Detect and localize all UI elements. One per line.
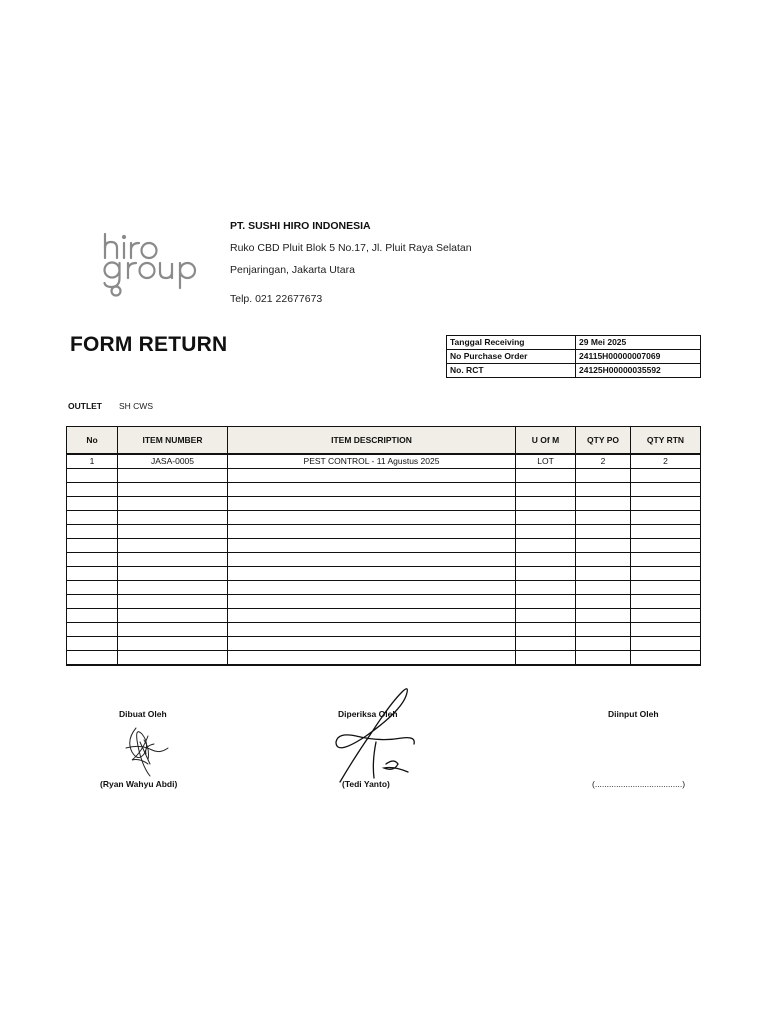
table-cell (67, 581, 118, 595)
table-cell (576, 567, 631, 581)
company-address-line1: Ruko CBD Pluit Blok 5 No.17, Jl. Pluit Raya Selatan (230, 242, 472, 254)
table-row (67, 469, 701, 483)
table-cell (118, 511, 228, 525)
table-cell (516, 511, 576, 525)
table-row (67, 525, 701, 539)
signature-role-input-by: Diinput Oleh (608, 709, 659, 719)
company-name: PT. SUSHI HIRO INDONESIA (230, 220, 371, 232)
table-cell (228, 553, 516, 567)
table-cell (576, 651, 631, 666)
items-table (66, 426, 701, 666)
table-cell (118, 497, 228, 511)
table-cell (576, 539, 631, 553)
table-cell (631, 539, 701, 553)
table-cell (631, 581, 701, 595)
table-row (67, 553, 701, 567)
table-cell (118, 595, 228, 609)
table-cell (118, 483, 228, 497)
table-cell (118, 539, 228, 553)
table-cell (516, 483, 576, 497)
signature-name-input-by: (.....................................) (592, 779, 686, 789)
company-phone: Telp. 021 22677673 (230, 293, 323, 305)
table-cell (631, 511, 701, 525)
table-cell (228, 651, 516, 666)
table-cell (516, 637, 576, 651)
table-row (67, 454, 701, 469)
table-cell (228, 581, 516, 595)
table-cell: 1 (67, 454, 118, 469)
table-cell (228, 595, 516, 609)
table-row (67, 637, 701, 651)
table-cell (576, 553, 631, 567)
table-cell (228, 539, 516, 553)
signature-role-made-by: Dibuat Oleh (119, 709, 167, 719)
table-cell (631, 497, 701, 511)
table-cell (67, 525, 118, 539)
table-row (67, 483, 701, 497)
table-cell (516, 553, 576, 567)
table-row (67, 511, 701, 525)
table-cell (516, 567, 576, 581)
table-cell (576, 623, 631, 637)
table-cell (631, 553, 701, 567)
info-value: 24125H00000035592 (576, 364, 701, 378)
table-row (67, 595, 701, 609)
table-cell (67, 497, 118, 511)
table-row (67, 651, 701, 666)
signature-role-checked-by: Diperiksa Oleh (338, 709, 398, 719)
table-cell (67, 623, 118, 637)
table-cell (516, 581, 576, 595)
table-cell (516, 497, 576, 511)
table-cell: PEST CONTROL - 11 Agustus 2025 (228, 454, 516, 469)
signature-name-made-by: (Ryan Wahyu Abdi) (100, 779, 178, 789)
table-cell (516, 609, 576, 623)
table-cell (631, 651, 701, 666)
table-cell (631, 637, 701, 651)
company-logo (102, 232, 212, 298)
signature-tedi-graphic (330, 686, 424, 786)
table-cell (576, 581, 631, 595)
table-cell (631, 595, 701, 609)
table-cell (228, 497, 516, 511)
info-row-po (447, 350, 701, 364)
items-header-row (67, 427, 701, 455)
info-row-rct (447, 364, 701, 378)
table-cell (67, 511, 118, 525)
table-cell (631, 525, 701, 539)
table-cell (631, 567, 701, 581)
table-cell (516, 623, 576, 637)
table-row (67, 609, 701, 623)
table-row (67, 581, 701, 595)
table-cell: LOT (516, 454, 576, 469)
form-title: FORM RETURN (70, 333, 228, 356)
receiving-info-table (446, 335, 701, 378)
table-row (67, 567, 701, 581)
col-header-item-number: ITEM NUMBER (118, 427, 228, 455)
info-label: Tanggal Receiving (447, 336, 576, 350)
table-row (67, 539, 701, 553)
table-cell (516, 525, 576, 539)
info-row-date (447, 336, 701, 350)
table-cell (118, 581, 228, 595)
table-cell (631, 609, 701, 623)
table-cell (118, 651, 228, 666)
table-cell (576, 525, 631, 539)
table-cell: 2 (631, 454, 701, 469)
items-table-body (67, 454, 701, 665)
outlet-label: OUTLET (68, 401, 102, 411)
table-cell (631, 469, 701, 483)
table-cell (67, 637, 118, 651)
table-cell (228, 567, 516, 581)
table-cell (228, 609, 516, 623)
table-cell: 2 (576, 454, 631, 469)
table-cell: JASA-0005 (118, 454, 228, 469)
table-cell (228, 623, 516, 637)
table-cell (576, 595, 631, 609)
table-cell (67, 567, 118, 581)
info-value: 29 Mei 2025 (576, 336, 701, 350)
table-cell (576, 637, 631, 651)
table-cell (67, 553, 118, 567)
table-cell (576, 469, 631, 483)
table-cell (516, 539, 576, 553)
hiro-group-logo-graphic (102, 232, 212, 298)
table-cell (118, 553, 228, 567)
table-cell (228, 637, 516, 651)
table-row (67, 497, 701, 511)
table-cell (576, 497, 631, 511)
col-header-uom: U Of M (516, 427, 576, 455)
table-row (67, 623, 701, 637)
info-value: 24115H00000007069 (576, 350, 701, 364)
col-header-no: No (67, 427, 118, 455)
signature-ryan-graphic (118, 722, 170, 778)
table-cell (631, 483, 701, 497)
info-label: No Purchase Order (447, 350, 576, 364)
table-cell (67, 469, 118, 483)
table-cell (118, 469, 228, 483)
table-cell (118, 623, 228, 637)
table-cell (576, 483, 631, 497)
table-cell (576, 609, 631, 623)
table-cell (118, 637, 228, 651)
table-cell (228, 483, 516, 497)
table-cell (118, 525, 228, 539)
outlet-value: SH CWS (119, 401, 153, 411)
table-cell (631, 623, 701, 637)
table-cell (516, 651, 576, 666)
table-cell (576, 511, 631, 525)
table-cell (118, 567, 228, 581)
signature-name-checked-by: (Tedi Yanto) (342, 779, 390, 789)
table-cell (118, 609, 228, 623)
col-header-qty-rtn: QTY RTN (631, 427, 701, 455)
table-cell (516, 595, 576, 609)
table-cell (516, 469, 576, 483)
table-cell (228, 469, 516, 483)
info-label: No. RCT (447, 364, 576, 378)
table-cell (67, 539, 118, 553)
company-address-line2: Penjaringan, Jakarta Utara (230, 264, 355, 276)
table-cell (228, 511, 516, 525)
table-cell (228, 525, 516, 539)
col-header-item-description: ITEM DESCRIPTION (228, 427, 516, 455)
table-cell (67, 483, 118, 497)
table-cell (67, 609, 118, 623)
col-header-qty-po: QTY PO (576, 427, 631, 455)
table-cell (67, 595, 118, 609)
table-cell (67, 651, 118, 666)
